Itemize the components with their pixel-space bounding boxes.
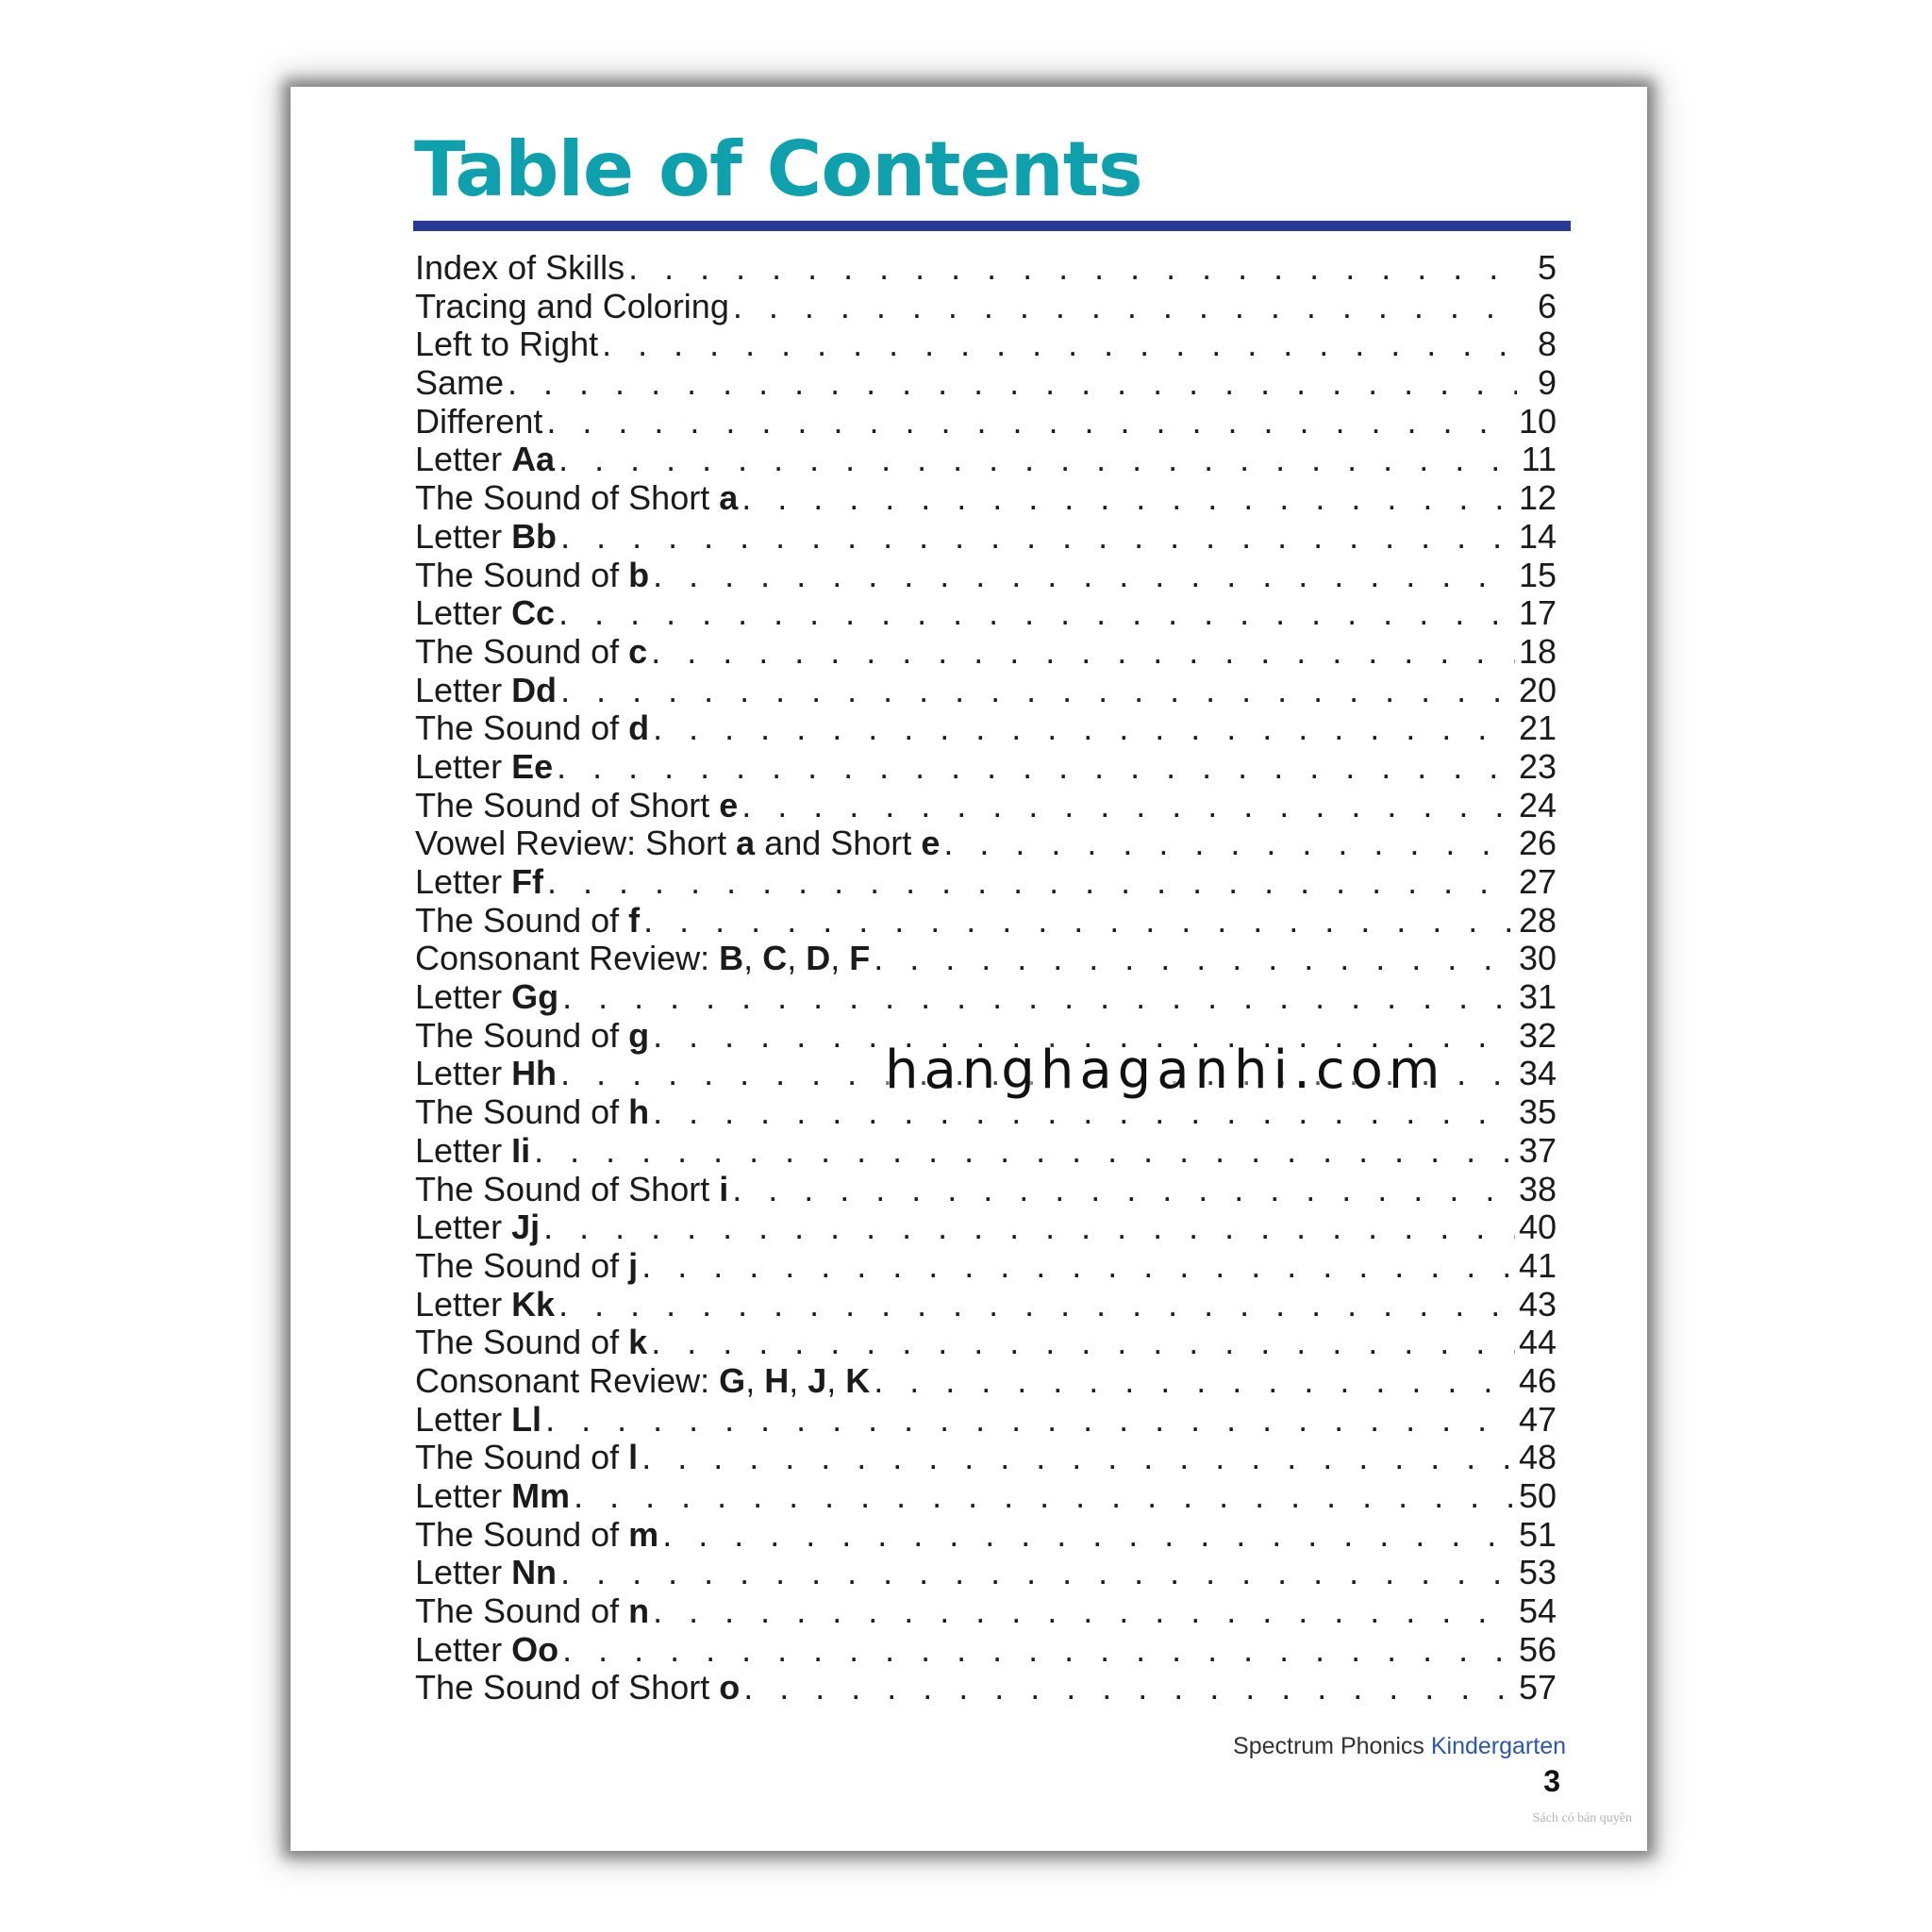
dot-leader (558, 1286, 1515, 1324)
toc-entry-text-part: The Sound of (415, 1093, 629, 1132)
toc-entry (415, 479, 1557, 518)
toc-entry-title (415, 1669, 740, 1707)
footer-series (1233, 1733, 1566, 1760)
toc-entry-bold-part: K (845, 1361, 871, 1400)
dot-leader (560, 672, 1515, 710)
toc-entry-title (415, 709, 649, 748)
toc-entry-page-number: 32 (1518, 1016, 1557, 1055)
toc-entry (415, 1554, 1557, 1592)
toc-entry-page-number: 23 (1518, 747, 1557, 786)
toc-entry-title (415, 557, 649, 595)
dot-leader (628, 249, 1517, 288)
toc-entry-title (415, 403, 542, 441)
toc-entry-text-part: The Sound of Short (415, 1170, 720, 1208)
toc-entry (415, 1362, 1557, 1401)
toc-entry (415, 1477, 1557, 1516)
toc-entry-title (415, 1208, 540, 1247)
toc-entry-bold-part: b (628, 556, 650, 594)
toc-entry-page-number: 50 (1518, 1477, 1557, 1515)
toc-entry-title (415, 1362, 870, 1401)
toc-entry (415, 364, 1557, 403)
toc-entry (415, 940, 1557, 978)
toc-entry-title (415, 1093, 649, 1132)
toc-entry-page-number: 14 (1518, 517, 1557, 556)
dot-leader (641, 1247, 1515, 1286)
toc-entry (415, 1401, 1557, 1440)
toc-entry-bold-part: h (628, 1093, 650, 1132)
toc-entry-title (415, 441, 555, 479)
toc-entry-bold-part: i (719, 1170, 729, 1208)
toc-entry-bold-part: Jj (511, 1208, 541, 1247)
dot-leader (560, 1554, 1515, 1592)
dot-leader (733, 288, 1517, 326)
toc-entry-text-part: Letter (415, 517, 512, 556)
toc-entry-text-part: Letter (415, 1400, 512, 1439)
toc-entry-bold-part: m (628, 1515, 659, 1554)
dot-leader (874, 1362, 1515, 1401)
toc-entry-text-part: Letter (415, 1477, 512, 1515)
toc-entry-title (415, 672, 557, 710)
toc-entry-text-part: The Sound of (415, 901, 629, 940)
toc-entry-title (415, 1477, 570, 1516)
toc-entry-text-part: Letter (415, 1055, 512, 1093)
toc-entry-text-part: Letter (415, 747, 512, 786)
toc-entry-page-number: 31 (1518, 978, 1557, 1017)
toc-entry-bold-part: f (628, 901, 641, 940)
toc-entry-page-number: 24 (1518, 786, 1557, 824)
toc-entry-page-number: 56 (1518, 1630, 1557, 1669)
toc-entry-title (415, 249, 625, 288)
toc-entry-text-part: Different (415, 402, 543, 441)
toc-entry-bold-part: Ll (511, 1400, 542, 1439)
toc-entry-text-part: Letter (415, 441, 512, 479)
toc-entry-text-part: Letter (415, 978, 512, 1017)
toc-entry-text-part: The Sound of Short (415, 786, 720, 824)
dot-leader (874, 940, 1515, 978)
toc-entry-bold-part: c (628, 632, 648, 671)
toc-entry-page-number: 15 (1518, 556, 1557, 594)
dot-leader (602, 325, 1517, 364)
toc-entry-page-number: 40 (1518, 1208, 1557, 1247)
toc-entry (415, 824, 1557, 863)
dot-leader (574, 1477, 1515, 1516)
toc-entry-page-number: 38 (1518, 1170, 1557, 1208)
toc-entry-bold-part: Oo (511, 1630, 559, 1669)
dot-leader (651, 1324, 1515, 1362)
toc-entry-page-number: 8 (1537, 325, 1557, 364)
toc-entry-text-part: Consonant Review: (415, 1361, 720, 1400)
toc-entry-text-part: Letter (415, 1554, 512, 1592)
dot-leader (545, 1401, 1515, 1440)
toc-entry (415, 594, 1557, 633)
toc-entry-text-part: The Sound of Short (415, 479, 720, 518)
toc-entry-page-number: 20 (1518, 671, 1557, 709)
copyright-stamp: Sách có bản quyền (1532, 1811, 1632, 1825)
toc-entry-page-number: 37 (1518, 1131, 1557, 1170)
dot-leader (508, 364, 1517, 403)
toc-entry-text-part: , (743, 940, 763, 978)
toc-entry (415, 1324, 1557, 1362)
toc-entry (415, 978, 1557, 1017)
toc-entry-text-part: The Sound of (415, 1515, 629, 1554)
dot-leader (741, 479, 1515, 518)
toc-entry (415, 1208, 1557, 1247)
toc-entry-text-part: , (787, 940, 807, 978)
toc-entry-page-number: 28 (1518, 901, 1557, 940)
toc-entry-text-part: Left to Right (415, 325, 599, 364)
toc-list (415, 249, 1557, 1707)
toc-entry-text-part: Same (415, 364, 505, 403)
toc-entry-page-number: 44 (1518, 1324, 1557, 1362)
dot-leader (743, 1669, 1515, 1707)
toc-entry (415, 1669, 1557, 1707)
page-title: Table of Contents (414, 125, 1142, 213)
toc-entry (415, 863, 1557, 902)
toc-entry-page-number: 30 (1518, 940, 1557, 978)
toc-entry-text-part: The Sound of (415, 1592, 629, 1631)
toc-entry (415, 1286, 1557, 1324)
toc-entry-title (415, 1247, 638, 1286)
toc-entry-page-number: 26 (1518, 824, 1557, 863)
toc-entry-bold-part: Mm (511, 1477, 571, 1515)
dot-leader (662, 1516, 1515, 1555)
toc-entry (415, 557, 1557, 595)
dot-leader (543, 1208, 1515, 1247)
toc-entry-page-number: 18 (1518, 632, 1557, 671)
toc-entry-text-part: , (745, 1361, 765, 1400)
toc-entry-text-part: The Sound of (415, 1324, 629, 1362)
dot-leader (653, 709, 1515, 748)
toc-entry-title (415, 594, 555, 633)
book-page (291, 87, 1647, 1851)
toc-entry-page-number: 10 (1518, 402, 1557, 441)
dot-leader (943, 824, 1515, 863)
toc-entry-page-number: 51 (1518, 1515, 1557, 1554)
dot-leader (562, 978, 1515, 1017)
toc-entry-text-part: The Sound of (415, 709, 629, 748)
dot-leader (741, 787, 1515, 825)
toc-entry-title (415, 824, 940, 863)
toc-entry-bold-part: G (719, 1361, 746, 1400)
toc-entry (415, 1631, 1557, 1670)
dot-leader (643, 902, 1515, 941)
toc-entry (415, 1592, 1557, 1631)
toc-entry-page-number: 6 (1537, 287, 1557, 325)
toc-entry-bold-part: Cc (511, 594, 556, 633)
toc-entry-title (415, 787, 738, 825)
toc-entry-text-part: The Sound of (415, 632, 629, 671)
dot-leader (534, 1132, 1515, 1171)
toc-entry-bold-part: l (628, 1439, 639, 1477)
toc-entry-page-number: 41 (1518, 1246, 1557, 1285)
toc-entry-page-number: 5 (1537, 249, 1557, 287)
dot-leader (558, 594, 1515, 633)
toc-entry (415, 787, 1557, 825)
toc-entry-page-number: 11 (1521, 441, 1557, 479)
toc-entry-bold-part: a (736, 824, 756, 863)
toc-entry (415, 403, 1557, 441)
toc-entry-bold-part: H (764, 1361, 790, 1400)
toc-entry (415, 633, 1557, 672)
toc-entry-bold-part: k (628, 1324, 648, 1362)
toc-entry-title (415, 1592, 649, 1631)
toc-entry-bold-part: Ee (511, 747, 554, 786)
toc-entry-title (415, 978, 558, 1017)
toc-entry-title (415, 364, 504, 403)
watermark-text: hanghaganhi.com (885, 1040, 1446, 1101)
toc-entry-text-part: and Short (755, 824, 922, 863)
dot-leader (653, 1592, 1515, 1631)
toc-entry-page-number: 57 (1518, 1669, 1557, 1707)
toc-entry (415, 1171, 1557, 1209)
toc-entry (415, 709, 1557, 748)
footer-grade: Kindergarten (1430, 1733, 1566, 1759)
toc-entry-text-part: The Sound of (415, 1246, 629, 1285)
dot-leader (547, 863, 1515, 902)
toc-entry (415, 249, 1557, 288)
toc-entry-bold-part: C (762, 940, 788, 978)
dot-leader (653, 557, 1515, 595)
toc-entry-page-number: 54 (1518, 1592, 1557, 1631)
footer-series-name: Spectrum Phonics (1233, 1733, 1424, 1759)
toc-entry-bold-part: D (806, 940, 831, 978)
toc-entry-bold-part: d (628, 709, 650, 748)
toc-entry-text-part: The Sound of (415, 556, 629, 594)
toc-entry-bold-part: Gg (511, 978, 559, 1017)
dot-leader (546, 403, 1515, 441)
toc-entry-title (415, 325, 598, 364)
toc-entry (415, 1247, 1557, 1286)
dot-leader (560, 518, 1515, 557)
toc-entry-text-part: The Sound of (415, 1016, 629, 1055)
toc-entry-text-part: Letter (415, 1131, 512, 1170)
toc-entry-title (415, 1171, 728, 1209)
toc-entry (415, 902, 1557, 941)
toc-entry-page-number: 35 (1518, 1093, 1557, 1132)
toc-entry (415, 325, 1557, 364)
toc-entry-page-number: 43 (1518, 1285, 1557, 1324)
toc-entry-title (415, 1554, 557, 1592)
toc-entry-title (415, 633, 647, 672)
toc-entry-bold-part: a (719, 479, 739, 518)
toc-entry-bold-part: F (849, 940, 871, 978)
toc-entry-page-number: 9 (1537, 364, 1557, 403)
toc-entry (415, 672, 1557, 710)
toc-entry-bold-part: Kk (511, 1285, 556, 1324)
dot-leader (562, 1631, 1515, 1670)
toc-entry-text-part: Letter (415, 1285, 512, 1324)
toc-entry (415, 748, 1557, 787)
toc-entry-bold-part: Aa (511, 441, 556, 479)
toc-entry-text-part: Letter (415, 671, 512, 709)
toc-entry-bold-part: Bb (511, 517, 558, 556)
toc-entry-bold-part: Dd (511, 671, 558, 709)
toc-entry-title (415, 479, 738, 518)
toc-entry-bold-part: o (719, 1669, 741, 1707)
toc-entry-text-part: Consonant Review: (415, 940, 720, 978)
toc-entry-bold-part: Nn (511, 1554, 558, 1592)
toc-entry-text-part: Letter (415, 863, 512, 901)
dot-leader (558, 441, 1517, 479)
toc-entry-title (415, 1401, 541, 1440)
dot-leader (557, 748, 1515, 787)
toc-entry-text-part: The Sound of (415, 1439, 629, 1477)
toc-entry (415, 1439, 1557, 1477)
toc-entry-text-part: Letter (415, 594, 512, 633)
toc-entry-title (415, 1286, 555, 1324)
toc-entry (415, 288, 1557, 326)
toc-entry-bold-part: e (921, 824, 941, 863)
toc-entry-page-number: 27 (1518, 863, 1557, 901)
toc-entry-page-number: 17 (1518, 594, 1557, 633)
toc-entry-text-part: The Sound of Short (415, 1669, 720, 1707)
toc-entry-bold-part: Hh (511, 1055, 558, 1093)
toc-entry-text-part: Index of Skills (415, 249, 625, 287)
toc-entry-bold-part: Ff (511, 863, 544, 901)
toc-entry (415, 518, 1557, 557)
toc-entry-text-part: Vowel Review: Short (415, 824, 737, 863)
toc-entry-bold-part: B (719, 940, 744, 978)
toc-entry-page-number: 21 (1518, 709, 1557, 748)
toc-entry-page-number: 53 (1518, 1554, 1557, 1592)
toc-entry-bold-part: e (719, 786, 739, 824)
toc-entry (415, 1516, 1557, 1555)
toc-entry-text-part: Tracing and Coloring (415, 287, 729, 325)
toc-entry-title (415, 863, 543, 902)
toc-entry-bold-part: j (628, 1246, 639, 1285)
toc-entry-bold-part: J (808, 1361, 827, 1400)
toc-entry-text-part: Letter (415, 1630, 512, 1669)
toc-entry-title (415, 940, 870, 978)
toc-entry (415, 1132, 1557, 1171)
toc-entry-page-number: 46 (1518, 1361, 1557, 1400)
title-rule (413, 221, 1571, 231)
toc-entry-bold-part: n (628, 1592, 650, 1631)
toc-entry-bold-part: g (628, 1016, 650, 1055)
toc-entry-title (415, 1055, 557, 1093)
toc-entry-title (415, 748, 553, 787)
toc-entry-title (415, 1324, 647, 1362)
toc-entry-text-part: , (826, 1361, 846, 1400)
toc-entry-title (415, 902, 640, 941)
toc-entry-page-number: 48 (1518, 1439, 1557, 1477)
toc-entry-bold-part: Ii (511, 1131, 531, 1170)
toc-entry-title (415, 1516, 658, 1555)
toc-entry-page-number: 34 (1518, 1055, 1557, 1093)
toc-entry-title (415, 1631, 558, 1670)
page-number: 3 (1543, 1764, 1560, 1798)
toc-entry (415, 441, 1557, 479)
toc-entry-title (415, 288, 729, 326)
toc-entry-text-part: , (789, 1361, 808, 1400)
toc-entry-text-part: Letter (415, 1208, 512, 1247)
toc-entry-title (415, 1017, 649, 1056)
dot-leader (732, 1171, 1515, 1209)
toc-entry-page-number: 47 (1518, 1400, 1557, 1439)
toc-entry-title (415, 518, 557, 557)
toc-entry-text-part: , (830, 940, 850, 978)
toc-entry-title (415, 1132, 530, 1171)
dot-leader (651, 633, 1515, 672)
toc-entry-title (415, 1439, 638, 1477)
dot-leader (641, 1439, 1515, 1477)
toc-entry-page-number: 12 (1518, 479, 1557, 518)
